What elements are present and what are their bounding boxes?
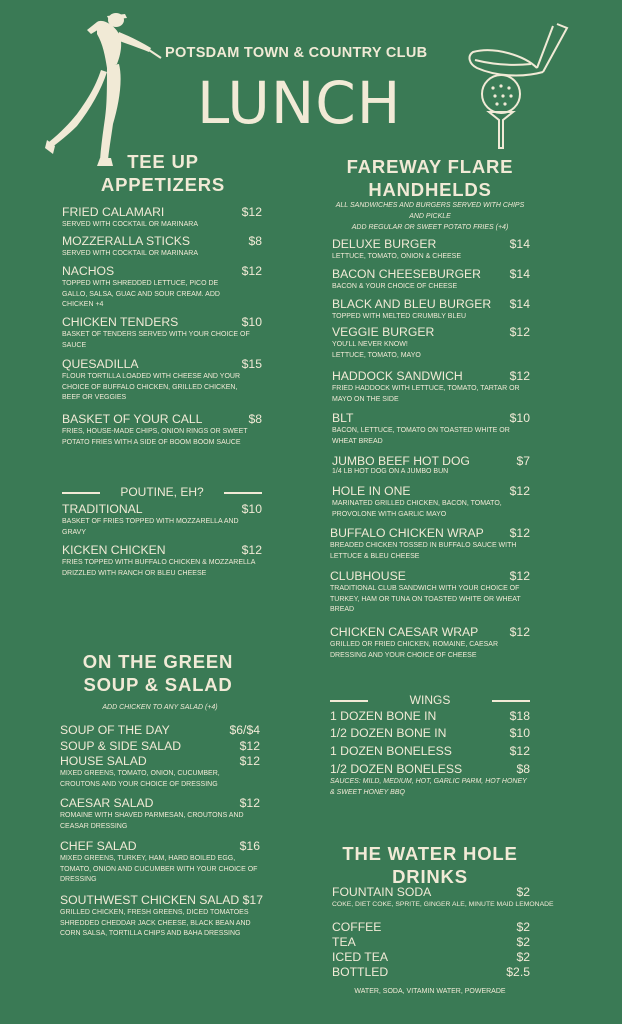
menu-item xyxy=(62,234,262,260)
item-name: 1 DOZEN BONE IN xyxy=(330,709,437,723)
drinks-title xyxy=(330,842,530,888)
item-price: $8 xyxy=(248,412,262,426)
item-price: $7 xyxy=(516,454,530,468)
item-price: $12 xyxy=(239,754,260,768)
item-description: BACON & YOUR CHOICE OF CHEESE xyxy=(332,283,458,290)
club-name: POTSDAM TOWN & COUNTRY CLUB xyxy=(165,45,428,61)
item-description: YOU'LL NEVER KNOW! LETTUCE, TOMATO, MAYO xyxy=(332,341,421,359)
item-description: BASKET OF TENDERS SERVED WITH YOUR CHOICE OF SAUCE xyxy=(62,331,250,349)
item-description: GRILLED OR FRIED CHICKEN, ROMAINE, CAESAR DRESSING AND YOUR CHOICE OF CHEESE xyxy=(330,641,499,659)
menu-item xyxy=(332,885,554,911)
item-price: $2 xyxy=(516,885,530,899)
soup-salad-title xyxy=(58,650,258,696)
item-price: $8 xyxy=(516,762,530,776)
item-price: $8 xyxy=(248,234,262,248)
menu-item xyxy=(60,739,260,753)
item-name: CHEF SALAD xyxy=(60,839,137,853)
item-price: $12 xyxy=(239,739,260,753)
item-name: BOTTLED xyxy=(332,965,389,979)
item-price: $15 xyxy=(241,357,262,371)
menu-item xyxy=(60,754,260,790)
item-price: $12 xyxy=(241,264,262,278)
item-name: BLT xyxy=(332,411,354,425)
menu-item xyxy=(332,920,530,934)
item-price: $14 xyxy=(509,297,530,311)
menu-item xyxy=(62,264,262,311)
item-price: $12 xyxy=(241,205,262,219)
item-name: FRIED CALAMARI xyxy=(62,205,165,219)
item-name: CLUBHOUSE xyxy=(330,569,406,583)
item-price: $12 xyxy=(239,796,260,810)
item-description: FRIED HADDOCK WITH LETTUCE, TOMATO, TARTAR OR MAYO ON THE SIDE xyxy=(332,385,520,403)
menu-item xyxy=(332,935,530,949)
poutine-title: POUTINE, EH? xyxy=(120,485,204,499)
item-description: FLOUR TORTILLA LOADED WITH CHEESE AND YOUR CHOICE OF BUFFALO CHICKEN, GRILLED CHICKEN, BEEF OR VEGGIES xyxy=(62,373,241,401)
appetizers-title xyxy=(78,150,248,196)
menu-item xyxy=(332,411,530,447)
appetizers-title-line1: TEE UP xyxy=(127,151,199,172)
item-name: NACHOS xyxy=(62,264,115,278)
item-price: $10 xyxy=(241,502,262,516)
soup-salad-note: ADD CHICKEN TO ANY SALAD (+4) xyxy=(102,704,218,711)
menu-item xyxy=(330,526,530,562)
item-price: $14 xyxy=(509,237,530,251)
menu-item xyxy=(62,502,262,538)
item-price: $12 xyxy=(509,569,530,583)
item-price: $12 xyxy=(509,526,530,540)
menu-item xyxy=(60,796,260,832)
item-name: QUESADILLA xyxy=(62,357,139,371)
item-name: JUMBO BEEF HOT DOG xyxy=(332,454,470,468)
item-description: BACON, LETTUCE, TOMATO ON TOASTED WHITE OR WHEAT BREAD xyxy=(332,427,510,445)
item-description: TRADITIONAL CLUB SANDWICH WITH YOUR CHOICE OF TURKEY, HAM OR TUNA ON TOASTED WHITE OR WHEAT BREAD xyxy=(330,585,521,613)
item-price: $18 xyxy=(509,709,530,723)
menu-item xyxy=(62,412,262,448)
menu-item xyxy=(330,744,530,758)
soup-salad-title-line2: SOUP & SALAD xyxy=(83,674,233,695)
soup-salad-title-line1: ON THE GREEN xyxy=(82,651,234,672)
menu-item xyxy=(330,569,530,616)
item-description: FRIES, HOUSE-MADE CHIPS, ONION RINGS OR SWEET POTATO FRIES WITH A SIDE OF BOOM BOOM SAUCE xyxy=(62,428,248,446)
menu-item xyxy=(62,357,262,404)
item-description: ROMAINE WITH SHAVED PARMESAN, CROUTONS AND CEASAR DRESSING xyxy=(60,812,244,830)
item-name: BLACK AND BLEU BURGER xyxy=(332,297,492,311)
item-name: BACON CHEESEBURGER xyxy=(332,267,481,281)
menu-item xyxy=(332,369,530,405)
divider-line xyxy=(224,492,262,494)
item-description: MARINATED GRILLED CHICKEN, BACON, TOMATO, PROVOLONE WITH GARLIC MAYO xyxy=(332,500,502,518)
item-description: MIXED GREENS, TOMATO, ONION, CUCUMBER, CROUTONS AND YOUR CHOICE OF DRESSING xyxy=(60,770,220,788)
item-name: TRADITIONAL xyxy=(62,502,143,516)
handhelds-title-line1: FAREWAY FLARE xyxy=(346,156,514,177)
item-description: LETTUCE, TOMATO, ONION & CHEESE xyxy=(332,253,462,260)
menu-item xyxy=(332,237,530,263)
item-name: ICED TEA xyxy=(332,950,388,964)
item-price: $6/$4 xyxy=(229,723,260,737)
menu-item xyxy=(332,297,530,323)
menu-item xyxy=(332,325,530,361)
item-description: SAUCES: MILD, MEDIUM, HOT, GARLIC PARM, HOT HONEY & SWEET HONEY BBQ xyxy=(330,778,527,796)
item-price: $2 xyxy=(516,935,530,949)
item-price: $10 xyxy=(509,411,530,425)
item-description: 1/4 LB HOT DOG ON A JUMBO BUN xyxy=(332,468,449,475)
menu-item xyxy=(330,762,530,798)
item-description: BREADED CHICKEN TOSSED IN BUFFALO SAUCE WITH LETTUCE & BLEU CHEESE xyxy=(330,542,517,560)
divider-line xyxy=(330,700,368,702)
item-name: DELUXE BURGER xyxy=(332,237,437,251)
drinks-footer: WATER, SODA, VITAMIN WATER, POWERADE xyxy=(354,988,506,995)
item-price: $2 xyxy=(516,950,530,964)
item-description: TOPPED WITH SHREDDED LETTUCE, PICO DE GALLO, SALSA, GUAC AND SOUR CREAM. ADD CHICKEN +4 xyxy=(62,280,220,308)
menu-item xyxy=(330,709,530,723)
menu-item xyxy=(60,723,260,737)
menu-item xyxy=(332,267,530,293)
item-name: CHICKEN CAESAR WRAP xyxy=(330,625,479,639)
menu-item xyxy=(62,205,262,231)
item-name: HOLE IN ONE xyxy=(332,484,411,498)
item-price: $12 xyxy=(509,744,530,758)
item-name: HADDOCK SANDWICH xyxy=(332,369,463,383)
item-name: BUFFALO CHICKEN WRAP xyxy=(330,526,484,540)
item-name: COFFEE xyxy=(332,920,382,934)
item-price: $12 xyxy=(509,625,530,639)
appetizers-title-line2: APPETIZERS xyxy=(100,174,226,195)
item-price: $12 xyxy=(509,325,530,339)
handhelds-note-line2: ADD REGULAR OR SWEET POTATO FRIES (+4) xyxy=(351,224,509,231)
item-name: BASKET OF YOUR CALL xyxy=(62,412,203,426)
item-description: BASKET OF FRIES TOPPED WITH MOZZARELLA AND GRAVY xyxy=(62,518,239,536)
menu-item xyxy=(332,950,530,964)
item-price: $12 xyxy=(241,543,262,557)
item-name: SOUP OF THE DAY xyxy=(60,723,170,737)
item-description: SERVED WITH COCKTAIL OR MARINARA xyxy=(62,250,198,257)
item-name: FOUNTAIN SODA xyxy=(332,885,432,899)
item-description: FRIES TOPPED WITH BUFFALO CHICKEN & MOZZARELLA DRIZZLED WITH RANCH OR BLEU CHEESE xyxy=(62,559,256,577)
menu-item xyxy=(60,839,260,886)
menu-item xyxy=(332,454,530,478)
item-name: CHICKEN TENDERS xyxy=(62,315,179,329)
menu-item xyxy=(330,625,530,661)
wings-divider xyxy=(330,693,530,706)
item-price: $12 xyxy=(509,484,530,498)
drinks-title-line1: THE WATER HOLE xyxy=(342,843,518,864)
item-description: SERVED WITH COCKTAIL OR MARINARA xyxy=(62,221,198,228)
item-name: 1 DOZEN BONELESS xyxy=(330,744,452,758)
menu-item xyxy=(332,965,530,979)
drinks-title-line2: DRINKS xyxy=(392,866,468,887)
item-name: TEA xyxy=(332,935,356,949)
divider-line xyxy=(492,700,530,702)
item-price: $17 xyxy=(242,893,263,907)
item-price: $2 xyxy=(516,920,530,934)
item-name: KICKEN CHICKEN xyxy=(62,543,166,557)
page-title: LUNCH xyxy=(197,69,402,137)
menu-item xyxy=(330,726,530,740)
item-name: 1/2 DOZEN BONELESS xyxy=(330,762,463,776)
menu-item xyxy=(62,315,262,351)
item-description: MIXED GREENS, TURKEY, HAM, HARD BOILED EGG, TOMATO, ONION AND CUCUMBER WITH YOUR CHOICE OF DRESSING xyxy=(60,855,258,883)
item-name: HOUSE SALAD xyxy=(60,754,147,768)
handhelds-title xyxy=(330,155,530,201)
item-price: $10 xyxy=(241,315,262,329)
handhelds-title-line2: HANDHELDS xyxy=(368,179,492,200)
handhelds-note-line1: ALL SANDWICHES AND BURGERS SERVED WITH CHIPS AND PICKLE xyxy=(335,202,525,220)
item-name: CAESAR SALAD xyxy=(60,796,154,810)
item-name: 1/2 DOZEN BONE IN xyxy=(330,726,447,740)
item-price: $12 xyxy=(509,369,530,383)
item-name: MOZZERALLA STICKS xyxy=(62,234,190,248)
item-price: $2.5 xyxy=(506,965,530,979)
item-name: SOUP & SIDE SALAD xyxy=(60,739,182,753)
menu-item xyxy=(332,484,530,520)
golfer-icon xyxy=(45,8,165,168)
handhelds-note xyxy=(330,200,530,233)
item-description: GRILLED CHICKEN, FRESH GREENS, DICED TOMATOES SHREDDED CHEDDAR JACK CHEESE, BLACK BEAN AND CORN SALSA, TORTILLA CHIPS AND BAHA DRESSING xyxy=(60,909,251,937)
menu-item xyxy=(60,893,263,940)
wings-title: WINGS xyxy=(409,693,451,707)
golf-club-ball-icon xyxy=(465,20,575,150)
item-name: SOUTHWEST CHICKEN SALAD xyxy=(60,893,240,907)
item-price: $16 xyxy=(239,839,260,853)
poutine-divider xyxy=(62,485,262,498)
item-price: $10 xyxy=(509,726,530,740)
item-name: VEGGIE BURGER xyxy=(332,325,435,339)
divider-line xyxy=(62,492,100,494)
item-description: TOPPED WITH MELTED CRUMBLY BLEU xyxy=(332,313,467,320)
item-description: COKE, DIET COKE, SPRITE, GINGER ALE, MINUTE MAID LEMONADE xyxy=(332,901,554,908)
item-price: $14 xyxy=(509,267,530,281)
menu-item xyxy=(62,543,262,579)
